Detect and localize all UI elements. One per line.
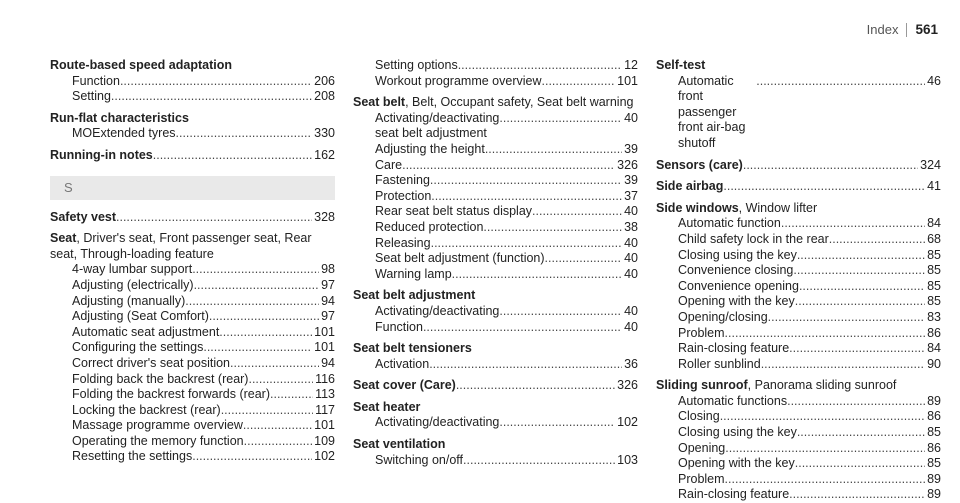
index-term-row [656,58,941,74]
sub-entry[interactable] [656,216,941,232]
dot-leader [793,263,925,279]
page-header [867,22,938,37]
index-term: Side airbag [656,179,724,194]
entry-text: Function [72,73,120,88]
index-term: Safety vest [50,209,117,224]
page-ref: 113 [315,387,335,402]
dot-leader [799,279,925,295]
entry-text: Protection [375,188,432,203]
index-term-row [353,341,638,357]
index-term-row [50,231,335,262]
cross-reference: , Belt, Occupant safety, Seat belt warning [405,95,634,110]
page-ref: 102 [314,449,335,464]
dot-leader [209,309,319,325]
entry-text: Automatic front passenger front air-bag shutoff [678,73,746,150]
index-entry [353,288,638,335]
page-ref: 85 [927,294,941,309]
dot-leader [743,158,918,174]
dot-leader [203,340,312,356]
dot-leader [430,173,622,189]
dot-leader [452,267,622,283]
page-ref: 116 [315,371,335,386]
entry-text: Rain-closing feature [678,341,790,356]
sub-entry[interactable] [656,294,941,310]
index-entry [50,111,335,142]
sub-entry[interactable] [50,294,335,310]
dot-leader [795,456,925,472]
page-ref: 40 [624,251,638,266]
dot-leader [725,326,926,342]
entry-text: Rain-closing feature [678,487,790,502]
dot-leader [248,372,313,388]
index-entry [656,58,941,152]
dot-leader [120,74,312,90]
page-ref: 40 [624,303,638,318]
entry-text: Switching on/off [375,452,464,467]
dot-leader [429,357,622,373]
dot-leader [219,325,312,341]
index-term-row [353,95,638,111]
sub-entry[interactable] [656,341,941,357]
entry-text: Adjusting (manually) [72,293,186,308]
page-ref: 101 [314,340,335,355]
index-column-3 [656,58,941,503]
sub-entry[interactable] [656,74,941,152]
page-ref: 84 [927,216,941,231]
sub-entry[interactable] [353,220,638,236]
page-ref: 324 [920,157,941,172]
page-ref: 40 [624,266,638,281]
sub-entry[interactable] [353,189,638,205]
index-entry [50,148,335,164]
page-ref: 326 [617,157,638,172]
index-term-row [656,378,941,394]
entry-text: Adjusting the height [375,141,485,156]
sub-entry[interactable] [50,278,335,294]
page-ref: 37 [624,188,638,203]
dot-leader [768,310,925,326]
dot-leader [829,232,925,248]
sub-entry[interactable] [353,74,638,90]
index-term: Sensors (care) [656,157,743,172]
sub-entry[interactable] [353,173,638,189]
entry-text: Automatic function [678,216,781,231]
sub-entry[interactable] [50,449,335,465]
entry-text: Workout programme overview [375,73,542,88]
index-term-row[interactable] [50,148,335,164]
page-ref: 85 [927,247,941,262]
sub-entry[interactable] [656,441,941,457]
sub-entry[interactable] [353,357,638,373]
page-ref: 102 [617,415,638,430]
page-ref: 39 [624,141,638,156]
entry-text: Resetting the settings [72,449,193,464]
entry-text: Reduced protection [375,219,484,234]
dot-leader [431,236,623,252]
sub-entry[interactable] [50,387,335,403]
index-entry [50,210,335,226]
entry-text: Problem [678,325,725,340]
entry-text: 4-way lumbar support [72,262,193,277]
sub-entry[interactable] [656,310,941,326]
sub-entry[interactable] [353,204,638,220]
sub-entry[interactable] [50,403,335,419]
dot-leader [485,142,622,158]
index-entry [353,400,638,431]
index-term: Running-in notes [50,147,153,162]
page-ref: 85 [927,456,941,471]
index-term-row [50,111,335,127]
page-ref: 40 [624,319,638,334]
sub-entry[interactable] [353,111,638,142]
index-entry [353,58,638,89]
index-entry [50,231,335,465]
sub-entry[interactable] [50,372,335,388]
entry-text: Automatic functions [678,393,788,408]
page-ref: 328 [314,209,335,224]
index-term: Seat [50,231,77,246]
page-ref: 206 [314,73,335,88]
sub-entry[interactable] [50,418,335,434]
index-term: Sliding sunroof [656,378,748,393]
dot-leader [499,415,615,431]
sub-entry[interactable] [50,340,335,356]
index-term: Self-test [656,58,706,72]
dot-leader [761,357,925,373]
entry-text: Activating/deactivating [375,415,500,430]
page-ref: 326 [617,378,638,393]
index-entry [50,58,335,105]
page-ref: 109 [314,433,335,448]
dot-leader [456,378,615,394]
page-ref: 86 [927,325,941,340]
entry-text: Closing using the key [678,425,797,440]
dot-leader [720,409,925,425]
page-ref: 40 [624,235,638,250]
index-entry [353,437,638,468]
dot-leader [270,387,313,403]
sub-entry[interactable] [656,357,941,373]
dot-leader [402,158,615,174]
entry-text: Opening [678,440,726,455]
entry-text: Child safety lock in the rear [678,231,829,246]
index-term-row [656,201,941,217]
entry-text: Adjusting (Seat Comfort) [72,309,209,324]
sub-entry[interactable] [50,309,335,325]
entry-text: Folding the backrest forwards (rear) [72,387,270,402]
dot-leader [116,210,312,226]
sub-entry[interactable] [656,487,941,503]
index-term-row [353,400,638,416]
sub-entry[interactable] [656,263,941,279]
page-ref: 97 [321,309,335,324]
index-entry [353,341,638,372]
dot-leader [153,148,312,164]
dot-leader [789,341,925,357]
entry-text: Correct driver's seat position [72,355,231,370]
dot-leader [756,74,925,90]
cross-reference: , Driver's seat, Front passenger seat, Rear seat, Through-loading feature [50,231,312,261]
entry-text: Roller sunblind [678,356,761,371]
dot-leader [192,262,319,278]
dot-leader [797,248,925,264]
page-ref: 94 [321,355,335,370]
section-label: Index [866,22,899,37]
page-ref: 162 [314,147,335,162]
page-ref: 12 [624,58,638,72]
page-ref: 46 [927,73,941,88]
sub-entry[interactable] [353,236,638,252]
sub-entry[interactable] [656,248,941,264]
dot-leader [458,58,622,74]
sub-entry[interactable] [50,434,335,450]
entry-text: Adjusting (electrically) [72,277,194,292]
sub-entry[interactable] [353,251,638,267]
dot-leader [176,126,313,142]
sub-entry[interactable] [353,415,638,431]
sub-entry[interactable] [353,320,638,336]
dot-leader [185,294,319,310]
page-ref: 36 [624,356,638,371]
entry-text: Care [375,157,403,172]
sub-entry[interactable] [353,453,638,469]
index-term: Route-based speed adaptation [50,58,232,72]
index-column-1 [50,58,335,465]
sub-entry[interactable] [50,262,335,278]
index-entry [656,378,941,503]
page-ref: 84 [927,341,941,356]
sub-entry[interactable] [50,325,335,341]
dot-leader [194,278,320,294]
page-ref: 41 [927,179,941,194]
index-term-row [50,58,335,74]
cross-reference: , Window lifter [738,200,818,215]
index-entry [656,201,941,373]
entry-text: Seat belt adjustment (function) [375,251,545,266]
index-entry [353,95,638,282]
index-entry [656,158,941,174]
dot-leader [192,449,312,465]
entry-text: Setting options [375,58,458,72]
dot-leader [723,179,925,195]
sub-entry[interactable] [353,142,638,158]
index-term-row [353,288,638,304]
index-term: Seat cover (Care) [353,378,456,393]
entry-text: Operating the memory function [72,433,244,448]
index-term: Side windows [656,200,739,215]
entry-text: Closing using the key [678,247,797,262]
sub-entry[interactable] [50,89,335,105]
dot-leader [230,356,319,372]
page-ref: 94 [321,293,335,308]
entry-text: Warning lamp [375,266,452,281]
sub-entry[interactable] [656,394,941,410]
entry-text: Activating/deactivating [375,303,500,318]
dot-leader [532,204,622,220]
index-term: Seat heater [353,399,421,414]
page-number: 561 [915,22,938,37]
index-term: Seat belt adjustment [353,288,476,303]
index-term-row[interactable] [50,210,335,226]
entry-text: Opening/closing [678,309,768,324]
entry-text: Function [375,319,423,334]
entry-text: Problem [678,471,725,486]
index-entry [656,179,941,195]
sub-entry[interactable] [656,232,941,248]
page-ref: 83 [927,309,941,324]
entry-text: Activating/deactivating seat belt adjustment [375,110,500,141]
entry-text: Convenience closing [678,263,794,278]
index-entry [353,378,638,394]
index-column-2 [353,58,638,468]
page-ref: 40 [624,110,638,125]
entry-text: Activation [375,356,430,371]
entry-text: Rear seat belt status display [375,204,533,219]
page-ref: 101 [314,418,335,433]
index-term: Seat belt tensioners [353,341,472,356]
page-ref: 85 [927,263,941,278]
page-ref: 85 [927,425,941,440]
dot-leader [789,487,925,503]
page-ref: 90 [927,356,941,371]
entry-text: Closing [678,409,720,424]
page-ref: 97 [321,277,335,292]
page-ref: 68 [927,231,941,246]
index-term-row[interactable] [353,378,638,394]
sub-entry[interactable] [353,267,638,283]
sub-entry[interactable] [353,304,638,320]
page-ref: 38 [624,219,638,234]
page-ref: 330 [314,126,335,141]
page-ref: 103 [617,452,638,467]
entry-text: MOExtended tyres [72,126,176,141]
sub-entry[interactable] [353,158,638,174]
page-ref: 98 [321,262,335,277]
dot-leader [244,434,313,450]
sub-entry[interactable] [656,279,941,295]
sub-entry[interactable] [656,456,941,472]
dot-leader [787,394,925,410]
dot-leader [499,304,622,320]
dot-leader [499,111,622,127]
dot-leader [463,453,615,469]
page-ref: 101 [314,324,335,339]
dot-leader [725,441,925,457]
index-term: Seat belt [353,95,406,110]
dot-leader [781,216,925,232]
entry-text: Releasing [375,235,431,250]
dot-leader [111,89,312,105]
header-divider [906,23,907,37]
entry-text: Massage programme overview [72,418,243,433]
page-ref: 89 [927,487,941,502]
entry-text: Convenience opening [678,278,799,293]
page-ref: 85 [927,278,941,293]
sub-entry[interactable] [656,409,941,425]
entry-text: Locking the backrest (rear) [72,402,221,417]
page-ref: 86 [927,440,941,455]
dot-leader [423,320,622,336]
index-term-row[interactable] [656,179,941,195]
sub-entry[interactable] [353,58,638,74]
entry-text: Opening with the key [678,294,795,309]
dot-leader [221,403,313,419]
sub-entry[interactable] [50,74,335,90]
page-ref: 40 [624,204,638,219]
page-ref: 208 [314,89,335,104]
sub-entry[interactable] [50,126,335,142]
entry-text: Setting [72,89,111,104]
index-term: Seat ventilation [353,437,446,452]
index-term-row [353,437,638,453]
dot-leader [795,294,925,310]
dot-leader [431,189,622,205]
dot-leader [483,220,622,236]
dot-leader [243,418,312,434]
sub-entry[interactable] [50,356,335,372]
page-ref: 39 [624,173,638,188]
index-term: Run-flat characteristics [50,110,189,125]
entry-text: Folding back the backrest (rear) [72,371,249,386]
dot-leader [545,251,623,267]
sub-entry[interactable] [656,326,941,342]
dot-leader [542,74,616,90]
page-ref: 89 [927,393,941,408]
entry-text: Fastening [375,173,430,188]
letter-heading: S [50,176,335,200]
page-ref: 117 [315,402,335,417]
cross-reference: , Panorama sliding sunroof [747,378,897,393]
index-term-row[interactable] [656,158,941,174]
page-ref: 86 [927,409,941,424]
dot-leader [797,425,925,441]
page-ref: 89 [927,471,941,486]
sub-entry[interactable] [656,425,941,441]
page-ref: 101 [617,73,638,88]
entry-text: Configuring the settings [72,340,204,355]
entry-text: Opening with the key [678,456,795,471]
entry-text: Automatic seat adjustment [72,324,220,339]
